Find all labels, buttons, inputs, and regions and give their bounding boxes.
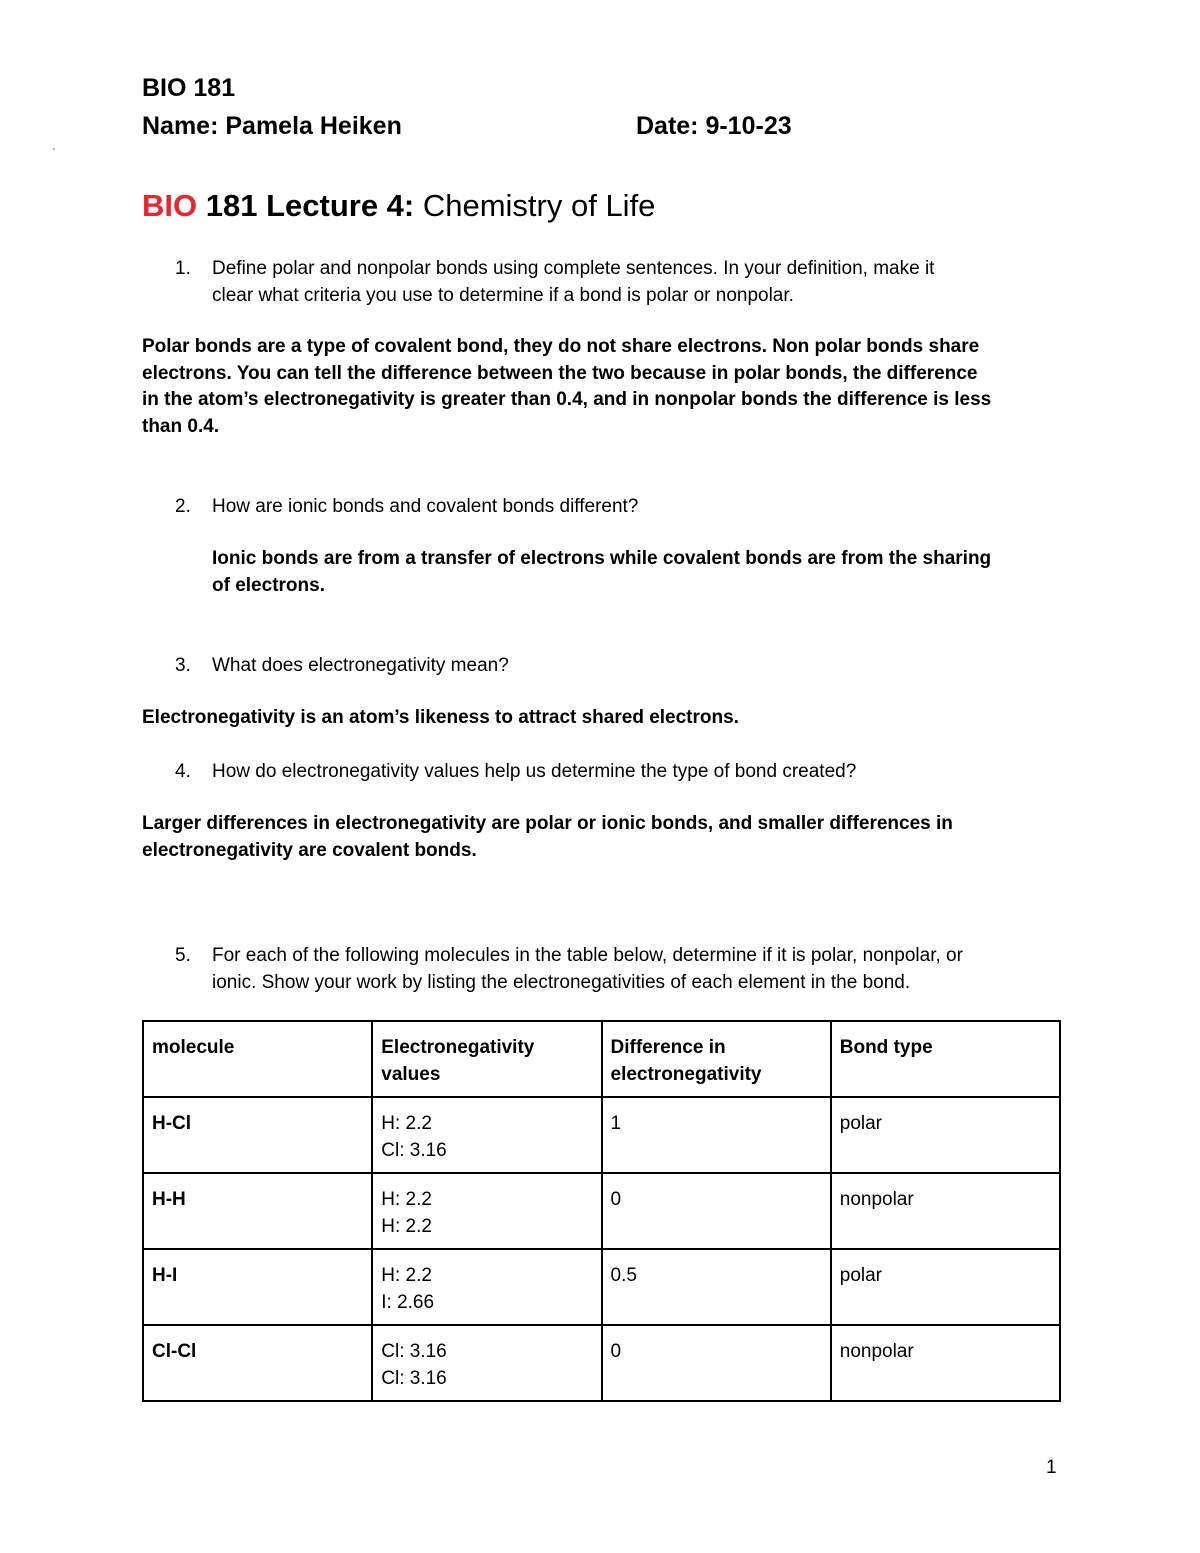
answer-text-line: electrons. You can tell the difference between the two because in polar bonds, the difference [142, 362, 978, 384]
answer-text-line: in the atom’s electronegativity is greater than 0.4, and in nonpolar bonds the difference is less [142, 389, 992, 410]
question-text-line: For each of the following molecules in the table below, determine if it is polar, nonpolar, or [212, 945, 963, 966]
answer-1 [142, 334, 991, 440]
title-topic: Chemistry of Life [414, 188, 656, 223]
question-number: 3. [175, 655, 191, 676]
question-2 [175, 493, 1075, 523]
cell-values: Cl: 3.16 Cl: 3.16 [372, 1325, 601, 1401]
table-header-row [143, 1021, 1060, 1097]
cell-molecule: H-Cl [143, 1097, 372, 1173]
answer-text-line: electronegativity are covalent bonds. [142, 839, 477, 861]
question-4 [175, 758, 1075, 788]
cell-molecule: Cl-Cl [143, 1325, 372, 1401]
date-field: Date: 9-10-23 [636, 112, 792, 140]
question-number: 4. [175, 761, 191, 782]
page-number: 1 [1046, 1457, 1057, 1478]
answer-4 [142, 811, 953, 864]
cell-difference: 0 [602, 1173, 831, 1249]
cell-bond-type: polar [831, 1097, 1060, 1173]
answer-text-line: than 0.4. [142, 415, 220, 437]
cell-values: H: 2.2 I: 2.66 [372, 1249, 601, 1325]
cell-bond-type: polar [831, 1249, 1060, 1325]
column-header-values: Electronegativity values [372, 1021, 601, 1097]
answer-text-line: Electronegativity is an atom’s likeness to attract shared electrons. [142, 707, 739, 728]
question-text-line: Define polar and nonpolar bonds using complete sentences. In your definition, make it [212, 258, 935, 279]
cell-bond-type: nonpolar [831, 1173, 1060, 1249]
cell-values: H: 2.2 H: 2.2 [372, 1173, 601, 1249]
table-row [143, 1249, 1060, 1325]
question-text-line: What does electronegativity mean? [212, 655, 509, 676]
title-lecture: 181 Lecture 4: [197, 188, 415, 223]
table-row [143, 1097, 1060, 1173]
answer-text-line: Ionic bonds are from a transfer of electrons while covalent bonds are from the sharing [212, 548, 992, 569]
answer-2 [212, 546, 991, 599]
question-5 [175, 942, 1075, 1002]
cell-bond-type: nonpolar [831, 1325, 1060, 1401]
question-text-line: clear what criteria you use to determine if a bond is polar or nonpolar. [212, 285, 794, 306]
cell-difference: 0 [602, 1325, 831, 1401]
question-1 [175, 255, 1075, 315]
electronegativity-table [142, 1020, 1061, 1402]
page-title [142, 186, 655, 226]
answer-text-line: Polar bonds are a type of covalent bond, they do not share electrons. Non polar bonds share [142, 336, 980, 357]
course-code: BIO 181 [142, 74, 236, 102]
student-name: Name: Pamela Heiken [142, 112, 402, 140]
column-header-molecule: molecule [143, 1021, 372, 1097]
cell-molecule: H-H [143, 1173, 372, 1249]
cell-values: H: 2.2 Cl: 3.16 [372, 1097, 601, 1173]
question-number: 5. [175, 945, 191, 966]
question-number: 2. [175, 496, 191, 517]
question-text-line: How are ionic bonds and covalent bonds different? [212, 496, 639, 517]
question-text-line: ionic. Show your work by listing the electronegativities of each element in the bond. [212, 972, 911, 993]
cell-molecule: H-I [143, 1249, 372, 1325]
column-header-difference: Difference in electronegativity [602, 1021, 831, 1097]
table-row [143, 1173, 1060, 1249]
answer-text-line: Larger differences in electronegativity are polar or ionic bonds, and smaller differences in [142, 813, 953, 834]
stray-dot [53, 148, 55, 150]
table-row [143, 1325, 1060, 1401]
question-number: 1. [175, 258, 191, 279]
title-course: BIO [142, 188, 198, 223]
column-header-bond-type: Bond type [831, 1021, 1060, 1097]
cell-difference: 1 [602, 1097, 831, 1173]
answer-3 [142, 705, 739, 732]
cell-difference: 0.5 [602, 1249, 831, 1325]
question-3 [175, 652, 1075, 682]
answer-text-line: of electrons. [212, 574, 325, 596]
question-text-line: How do electronegativity values help us determine the type of bond created? [212, 761, 857, 782]
